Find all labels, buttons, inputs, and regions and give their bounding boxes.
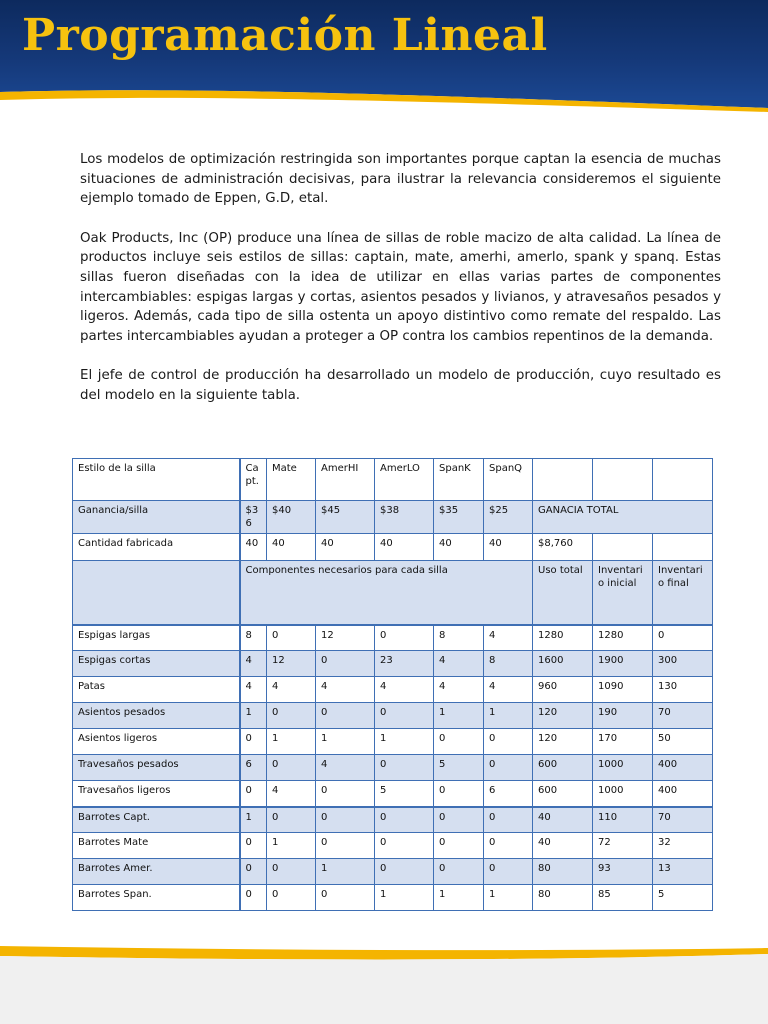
table-cell: 0 <box>267 885 316 911</box>
table-cell: 12 <box>316 625 375 651</box>
header-cell: AmerHI <box>316 459 375 501</box>
row-label: Espigas cortas <box>73 651 240 677</box>
table-cell: 4 <box>484 677 533 703</box>
inventario-inicial-cell: 72 <box>593 833 653 859</box>
table-cell: 0 <box>484 859 533 885</box>
row-label: Asientos pesados <box>73 703 240 729</box>
table-cell: 8 <box>484 651 533 677</box>
header-cell: Estilo de la silla <box>73 459 240 501</box>
table-cell: 4 <box>375 677 434 703</box>
uso-total-header: Uso total <box>533 561 593 625</box>
paragraph-model: El jefe de control de producción ha desarrollado un modelo de producción, cuyo resultado es del modelo en la siguiente tabla. <box>80 368 721 403</box>
table-cell: 0 <box>375 859 434 885</box>
inventario-final-cell: 300 <box>653 651 713 677</box>
inventario-inicial-cell: 1000 <box>593 755 653 781</box>
table-cell: $25 <box>484 501 533 534</box>
inventario-inicial-cell: 1000 <box>593 781 653 807</box>
table-cell: $36 <box>240 501 267 534</box>
uso-total-cell: 1600 <box>533 651 593 677</box>
inventario-final-header: Inventario final <box>653 561 713 625</box>
table-cell: 40 <box>316 534 375 561</box>
paragraph-oak-products: Oak Products, Inc (OP) produce una línea de sillas de roble macizo de alta calidad. La línea de productos incluye seis estilos de sillas: captain, mate, amerhi, amerlo, spank y spanq. Estas sillas fueron diseñadas con la idea de utilizar en ellas varias partes de componentes intercambiables: espigas largas y cortas, asientos pesados y livianos, y atravesaños pesados y ligeros. Además, cada tipo de silla ostenta un apoyo distintivo como remate del respaldo. Las partes intercambiables ayudan a proteger a OP contra los cambios repentinos de la demanda. <box>80 230 721 344</box>
body-text <box>80 150 721 426</box>
inventario-final-cell: 70 <box>653 703 713 729</box>
table-cell: 0 <box>267 703 316 729</box>
table-row <box>73 755 713 781</box>
table-cell: 0 <box>240 833 267 859</box>
component-rows <box>73 625 713 911</box>
table-cell: 0 <box>375 703 434 729</box>
table-cell: 6 <box>240 755 267 781</box>
table-cell: 4 <box>434 651 484 677</box>
production-table <box>72 458 713 911</box>
table-cell: $35 <box>434 501 484 534</box>
table-cell: 1 <box>267 729 316 755</box>
table-cell: 1 <box>316 729 375 755</box>
uso-total-cell: 120 <box>533 729 593 755</box>
table-cell: 0 <box>240 781 267 807</box>
inventario-inicial-cell: 190 <box>593 703 653 729</box>
uso-total-cell: 120 <box>533 703 593 729</box>
table-row <box>73 729 713 755</box>
inventario-final-cell: 0 <box>653 625 713 651</box>
table-row <box>73 651 713 677</box>
table-cell: 0 <box>375 833 434 859</box>
inventario-final-cell: 400 <box>653 781 713 807</box>
table-cell: 0 <box>240 885 267 911</box>
inventario-final-cell: 400 <box>653 755 713 781</box>
table-cell: 0 <box>316 781 375 807</box>
table-cell: 0 <box>434 781 484 807</box>
uso-total-cell: 960 <box>533 677 593 703</box>
table-cell: 0 <box>316 885 375 911</box>
table-row <box>73 833 713 859</box>
table-cell: 0 <box>375 755 434 781</box>
table-row <box>73 807 713 833</box>
empty-cell <box>533 459 593 501</box>
header-cell: AmerLO <box>375 459 434 501</box>
footer-band <box>0 940 768 1024</box>
table-cell: 0 <box>375 625 434 651</box>
empty-cell <box>593 534 653 561</box>
table-cell: 1 <box>434 703 484 729</box>
header-cell: Capt. <box>240 459 267 501</box>
table-cell: 1 <box>375 729 434 755</box>
table-cell: 8 <box>434 625 484 651</box>
ganancia-row <box>73 501 713 534</box>
table-cell: 0 <box>267 625 316 651</box>
table-row <box>73 703 713 729</box>
paragraph-intro: Los modelos de optimización restringida son importantes porque captan la esencia de muchas situaciones de administración decisivas, para ilustrar la relevancia consideremos el siguiente ejemplo tomado de Eppen, G.D, etal. <box>80 152 721 207</box>
table-cell: 0 <box>240 859 267 885</box>
total-value-cell: $8,760 <box>533 534 593 561</box>
uso-total-cell: 40 <box>533 833 593 859</box>
table-cell: 0 <box>434 729 484 755</box>
table-cell: 12 <box>267 651 316 677</box>
table-cell: 1 <box>240 703 267 729</box>
inventario-inicial-cell: 1900 <box>593 651 653 677</box>
table-cell: 6 <box>484 781 533 807</box>
table-cell: 4 <box>267 781 316 807</box>
uso-total-cell: 600 <box>533 755 593 781</box>
table-cell: 5 <box>375 781 434 807</box>
inventario-final-cell: 13 <box>653 859 713 885</box>
inventario-inicial-header: Inventario inicial <box>593 561 653 625</box>
table-cell: 0 <box>484 755 533 781</box>
table-cell: 40 <box>240 534 267 561</box>
table-cell: 0 <box>316 807 375 833</box>
table-cell: $45 <box>316 501 375 534</box>
uso-total-cell: 600 <box>533 781 593 807</box>
table-header-row <box>73 459 713 501</box>
table-cell: 0 <box>267 807 316 833</box>
page-title: Programación Lineal <box>22 10 548 61</box>
table-cell: 0 <box>484 833 533 859</box>
uso-total-cell: 80 <box>533 885 593 911</box>
table-cell: 0 <box>484 807 533 833</box>
uso-total-cell: 40 <box>533 807 593 833</box>
components-header: Componentes necesarios para cada silla <box>240 561 533 625</box>
row-label: Barrotes Span. <box>73 885 240 911</box>
table-cell: $38 <box>375 501 434 534</box>
row-label: Espigas largas <box>73 625 240 651</box>
table-cell: 40 <box>375 534 434 561</box>
table-cell: 8 <box>240 625 267 651</box>
table-cell: 0 <box>434 833 484 859</box>
empty-cell <box>653 534 713 561</box>
table-cell: 40 <box>484 534 533 561</box>
table-row <box>73 781 713 807</box>
table-cell: 40 <box>267 534 316 561</box>
inventario-inicial-cell: 110 <box>593 807 653 833</box>
table-cell: 1 <box>240 807 267 833</box>
table-cell: 4 <box>316 677 375 703</box>
table-cell: 1 <box>434 885 484 911</box>
inventario-inicial-cell: 93 <box>593 859 653 885</box>
empty-cell <box>593 459 653 501</box>
empty-cell <box>653 459 713 501</box>
inventario-final-cell: 50 <box>653 729 713 755</box>
row-label: Asientos ligeros <box>73 729 240 755</box>
table-row <box>73 885 713 911</box>
row-label: Patas <box>73 677 240 703</box>
table-cell: 4 <box>267 677 316 703</box>
table-row <box>73 677 713 703</box>
table-cell: 0 <box>316 651 375 677</box>
components-header-row <box>73 561 713 625</box>
table-row <box>73 625 713 651</box>
table-cell: 0 <box>267 859 316 885</box>
table-cell: 40 <box>434 534 484 561</box>
inventario-final-cell: 5 <box>653 885 713 911</box>
header-swoosh-decoration <box>0 82 768 112</box>
table-cell: 5 <box>434 755 484 781</box>
inventario-inicial-cell: 1280 <box>593 625 653 651</box>
footer-swoosh-decoration <box>0 940 768 980</box>
empty-cell <box>73 561 240 625</box>
table-cell: 0 <box>267 755 316 781</box>
table-cell: 4 <box>434 677 484 703</box>
table-cell: 1 <box>484 885 533 911</box>
table-cell: 1 <box>375 885 434 911</box>
table-cell: 1 <box>267 833 316 859</box>
table-cell: 0 <box>375 807 434 833</box>
table-cell: 0 <box>240 729 267 755</box>
table-cell: 0 <box>316 833 375 859</box>
table-cell: 4 <box>316 755 375 781</box>
inventario-final-cell: 70 <box>653 807 713 833</box>
row-label: Barrotes Mate <box>73 833 240 859</box>
cantidad-row <box>73 534 713 561</box>
header-banner <box>0 0 768 112</box>
row-label: Barrotes Capt. <box>73 807 240 833</box>
uso-total-cell: 1280 <box>533 625 593 651</box>
row-label: Cantidad fabricada <box>73 534 240 561</box>
table-cell: 4 <box>240 677 267 703</box>
inventario-final-cell: 32 <box>653 833 713 859</box>
row-label: Ganancia/silla <box>73 501 240 534</box>
row-label: Travesaños ligeros <box>73 781 240 807</box>
header-cell: SpanQ <box>484 459 533 501</box>
table-cell: 0 <box>434 807 484 833</box>
table-cell: 0 <box>434 859 484 885</box>
header-cell: Mate <box>267 459 316 501</box>
inventario-inicial-cell: 1090 <box>593 677 653 703</box>
table-cell: 4 <box>484 625 533 651</box>
table-cell: $40 <box>267 501 316 534</box>
table-cell: 1 <box>316 859 375 885</box>
uso-total-cell: 80 <box>533 859 593 885</box>
inventario-inicial-cell: 170 <box>593 729 653 755</box>
table-cell: 1 <box>484 703 533 729</box>
row-label: Barrotes Amer. <box>73 859 240 885</box>
table-row <box>73 859 713 885</box>
header-cell: SpanK <box>434 459 484 501</box>
table-cell: 23 <box>375 651 434 677</box>
table-cell: 4 <box>240 651 267 677</box>
total-label-cell: GANACIA TOTAL <box>533 501 713 534</box>
inventario-final-cell: 130 <box>653 677 713 703</box>
row-label: Travesaños pesados <box>73 755 240 781</box>
table-cell: 0 <box>484 729 533 755</box>
table-cell: 0 <box>316 703 375 729</box>
inventario-inicial-cell: 85 <box>593 885 653 911</box>
